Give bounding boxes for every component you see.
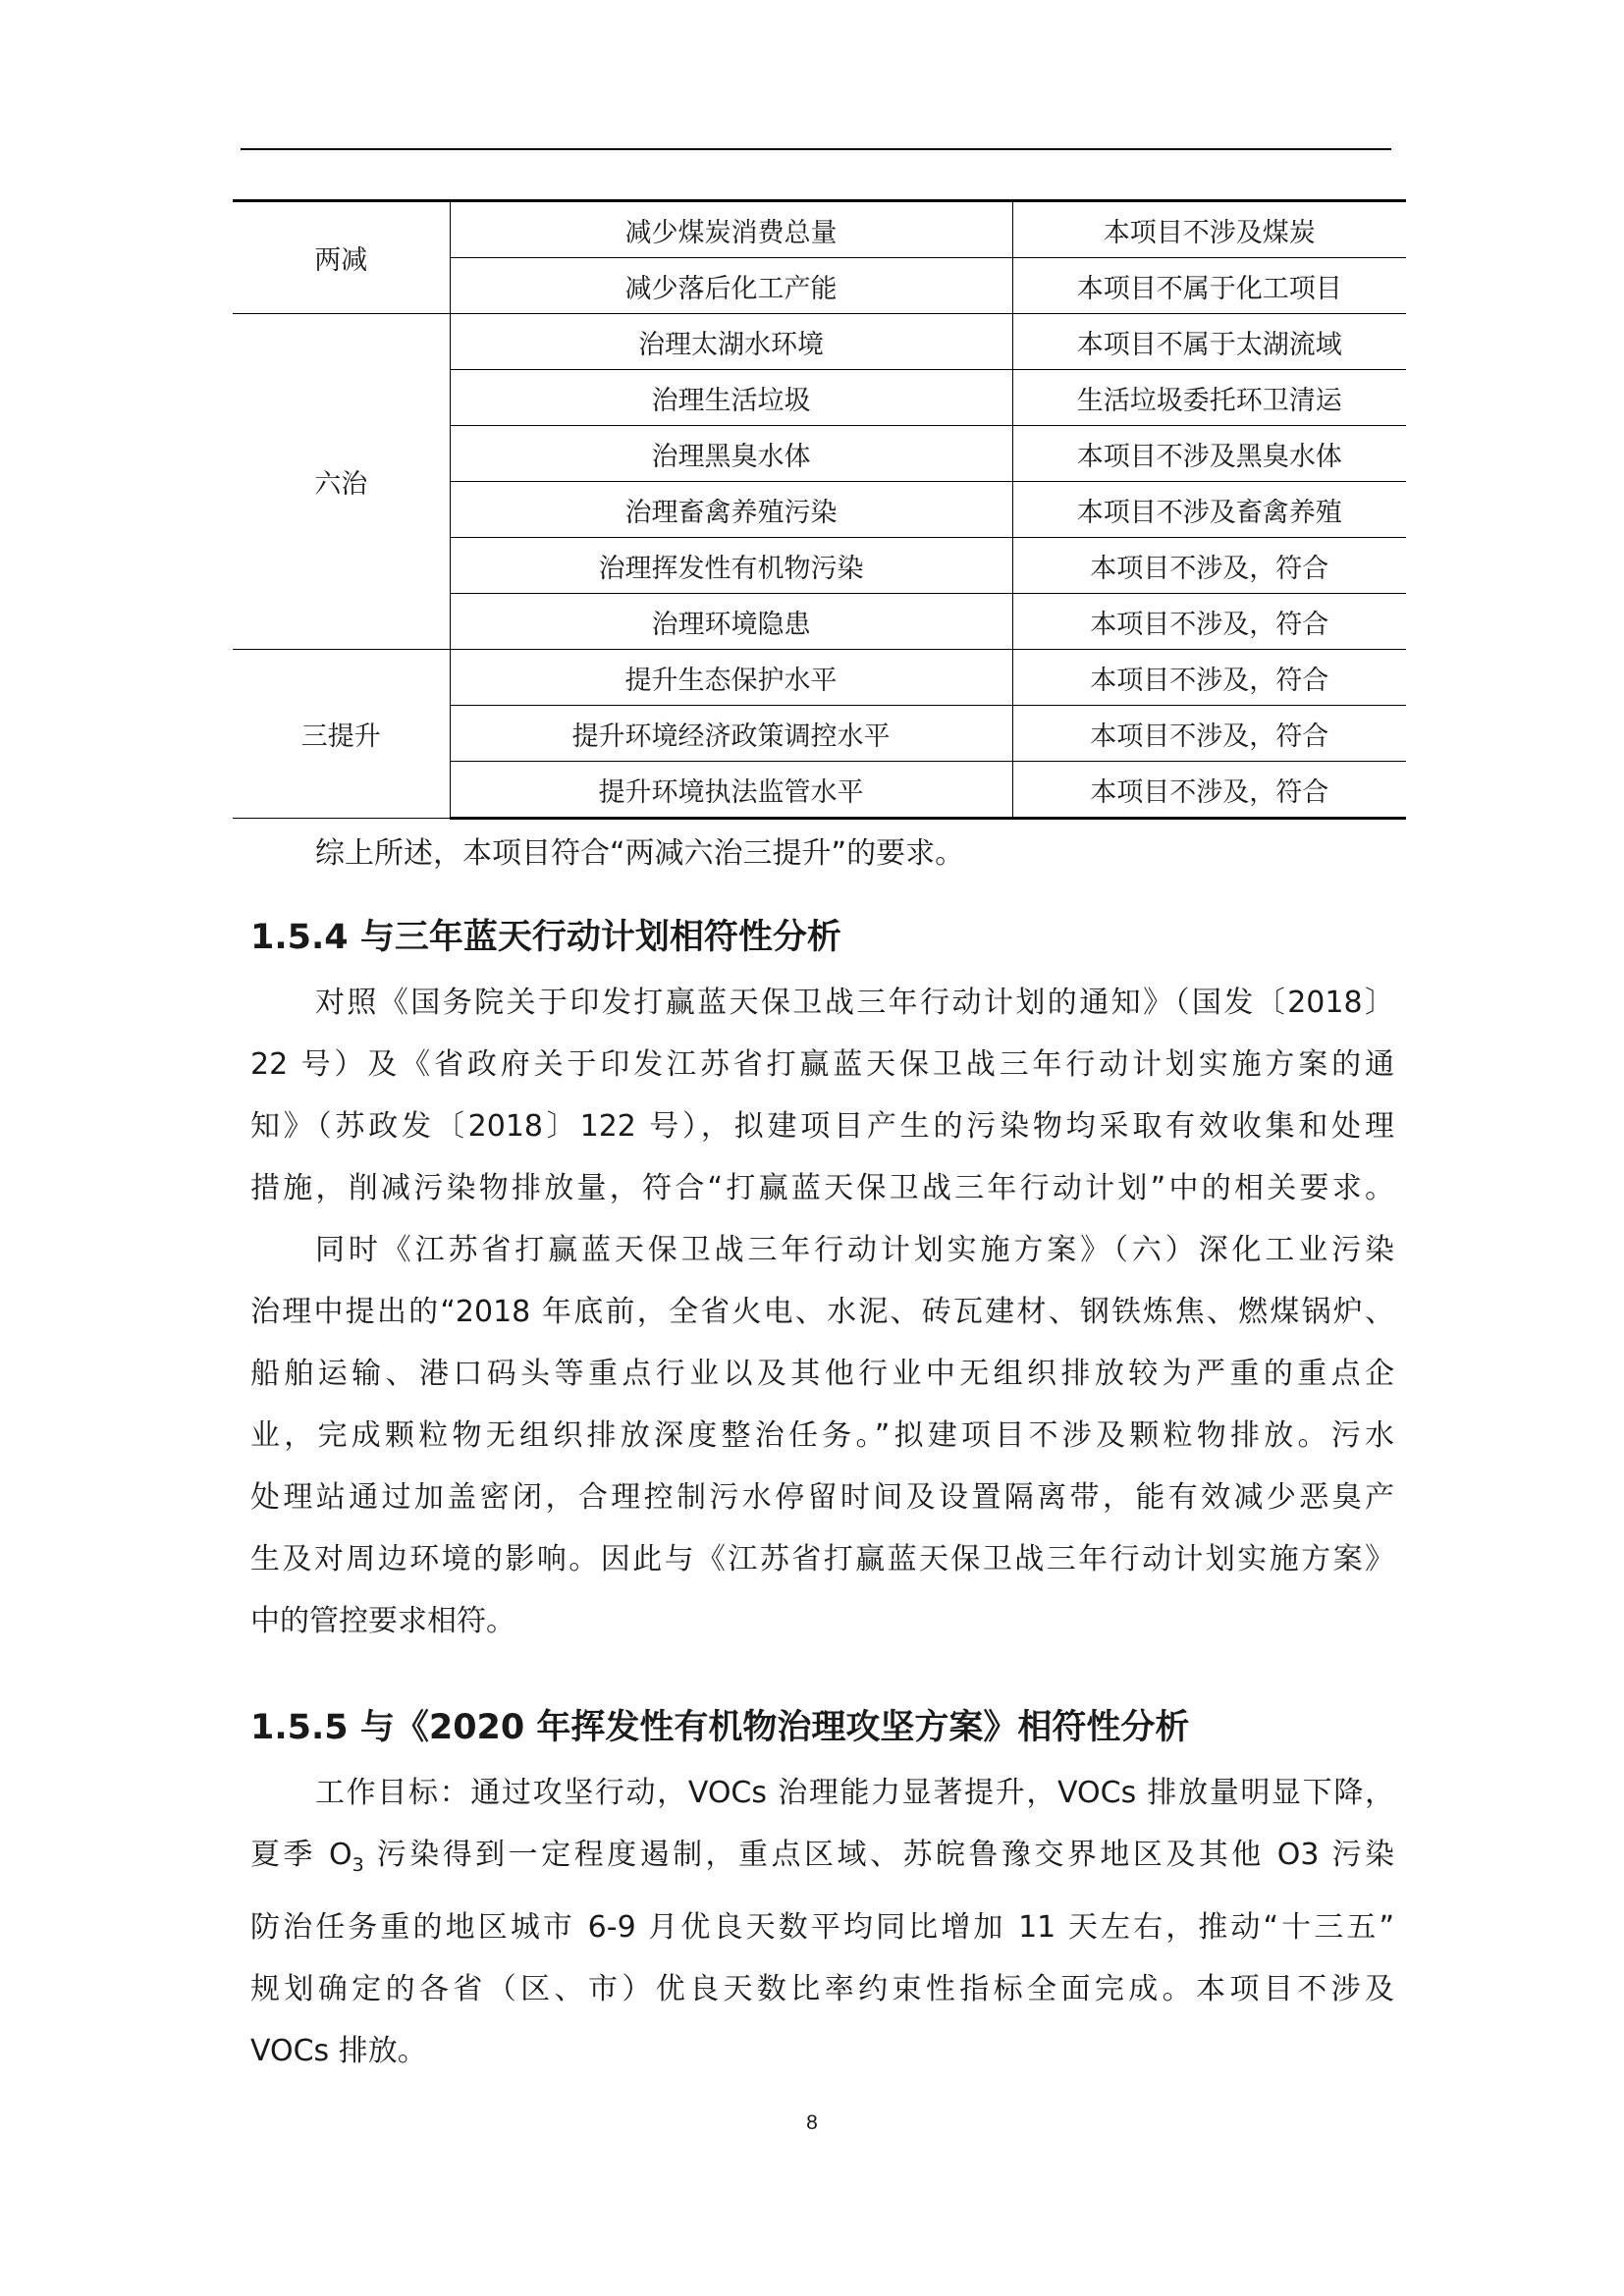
paragraph-line: 知》（苏政发〔2018〕122 号），拟建项目产生的污染物均采取有效收集和处理: [250, 1109, 1394, 1144]
status-cell: 本项目不涉及，符合: [1012, 594, 1406, 650]
item-cell: 治理畜禽养殖污染: [450, 482, 1012, 538]
paragraph-line: [250, 1824, 1394, 1896]
status-cell: 本项目不涉及，符合: [1012, 538, 1406, 594]
section-heading-1-5-4: 1.5.4 与三年蓝天行动计划相符性分析: [250, 918, 841, 957]
item-cell: 提升环境执法监管水平: [450, 762, 1012, 819]
status-cell: 本项目不涉及，符合: [1012, 762, 1406, 819]
item-cell: 提升环境经济政策调控水平: [450, 706, 1012, 762]
paragraph-line: 措施，削减污染物排放量，符合“打赢蓝天保卫战三年行动计划”中的相关要求。: [250, 1171, 1394, 1205]
status-cell: 本项目不涉及畜禽养殖: [1012, 482, 1406, 538]
category-cell: 三提升: [233, 650, 450, 819]
paragraph-line: 生及对周边环境的影响。因此与《江苏省打赢蓝天保卫战三年行动计划实施方案》: [250, 1542, 1394, 1576]
table-row: [233, 201, 1406, 258]
paragraph-line: 治理中提出的“2018 年底前，全省火电、水泥、砖瓦建材、钢铁炼焦、燃煤锅炉、: [250, 1295, 1394, 1329]
paragraph-line: 船舶运输、港口码头等重点行业以及其他行业中无组织排放较为严重的重点企: [250, 1357, 1394, 1391]
section-1-5-4-paragraph-2: [250, 1219, 1394, 1652]
paragraph-line: 22 号）及《省政府关于印发江苏省打赢蓝天保卫战三年行动计划实施方案的通: [250, 1047, 1394, 1082]
item-cell: 治理黑臭水体: [450, 426, 1012, 482]
paragraph-line: 对照《国务院关于印发打赢蓝天保卫战三年行动计划的通知》（国发〔2018〕: [315, 986, 1394, 1020]
paragraph-line: 工作目标：通过攻坚行动，VOCs 治理能力显著提升，VOCs 排放量明显下降，: [315, 1776, 1394, 1810]
summary-line: 综上所述，本项目符合“两减六治三提升”的要求。: [315, 836, 965, 871]
status-cell: 本项目不涉及煤炭: [1012, 201, 1406, 258]
status-cell: 本项目不属于太湖流域: [1012, 314, 1406, 370]
section-heading-1-5-5: 1.5.5 与《2020 年挥发性有机物治理攻坚方案》相符性分析: [250, 1708, 1190, 1747]
item-cell: 治理挥发性有机物污染: [450, 538, 1012, 594]
header-rule: [241, 148, 1391, 150]
o3-subscript: 3: [352, 1854, 364, 1876]
paragraph-line: VOCs 排放。: [250, 2034, 427, 2068]
category-cell: 两减: [233, 201, 450, 314]
o3-prefix: 夏季 O: [250, 1838, 352, 1872]
table-row: [233, 650, 1406, 706]
paragraph-line: 规划确定的各省（区、市）优良天数比率约束性指标全面完成。本项目不涉及: [250, 1972, 1394, 2006]
page-number: 8: [806, 2111, 818, 2134]
paragraph-line: 防治任务重的地区城市 6-9 月优良天数平均同比增加 11 天左右，推动“十三五”: [250, 1910, 1394, 1945]
item-cell: 治理太湖水环境: [450, 314, 1012, 370]
paragraph-line: 中的管控要求相符。: [250, 1604, 515, 1638]
o3-suffix: 污染得到一定程度遏制，重点区域、苏皖鲁豫交界地区及其他 O3 污染: [363, 1838, 1394, 1872]
status-cell: 本项目不涉及黑臭水体: [1012, 426, 1406, 482]
paragraph-line: 同时《江苏省打赢蓝天保卫战三年行动计划实施方案》（六）深化工业污染: [315, 1233, 1394, 1267]
paragraph-line: 业，完成颗粒物无组织排放深度整治任务。”拟建项目不涉及颗粒物排放。污水: [250, 1418, 1394, 1453]
item-cell: 治理环境隐患: [450, 594, 1012, 650]
section-1-5-4-paragraph-1: [250, 972, 1394, 1219]
item-cell: 治理生活垃圾: [450, 370, 1012, 426]
status-cell: 本项目不涉及，符合: [1012, 706, 1406, 762]
status-cell: 本项目不涉及，符合: [1012, 650, 1406, 706]
category-cell: 六治: [233, 314, 450, 650]
compliance-table: [233, 199, 1406, 820]
status-cell: 本项目不属于化工项目: [1012, 258, 1406, 314]
item-cell: 减少落后化工产能: [450, 258, 1012, 314]
item-cell: 提升生态保护水平: [450, 650, 1012, 706]
status-cell: 生活垃圾委托环卫清运: [1012, 370, 1406, 426]
section-1-5-5-paragraph-1: [250, 1762, 1394, 2082]
item-cell: 减少煤炭消费总量: [450, 201, 1012, 258]
summary-paragraph: [250, 823, 1394, 884]
paragraph-line: 处理站通过加盖密闭，合理控制污水停留时间及设置隔离带，能有效减少恶臭产: [250, 1480, 1394, 1515]
table-row: [233, 314, 1406, 370]
